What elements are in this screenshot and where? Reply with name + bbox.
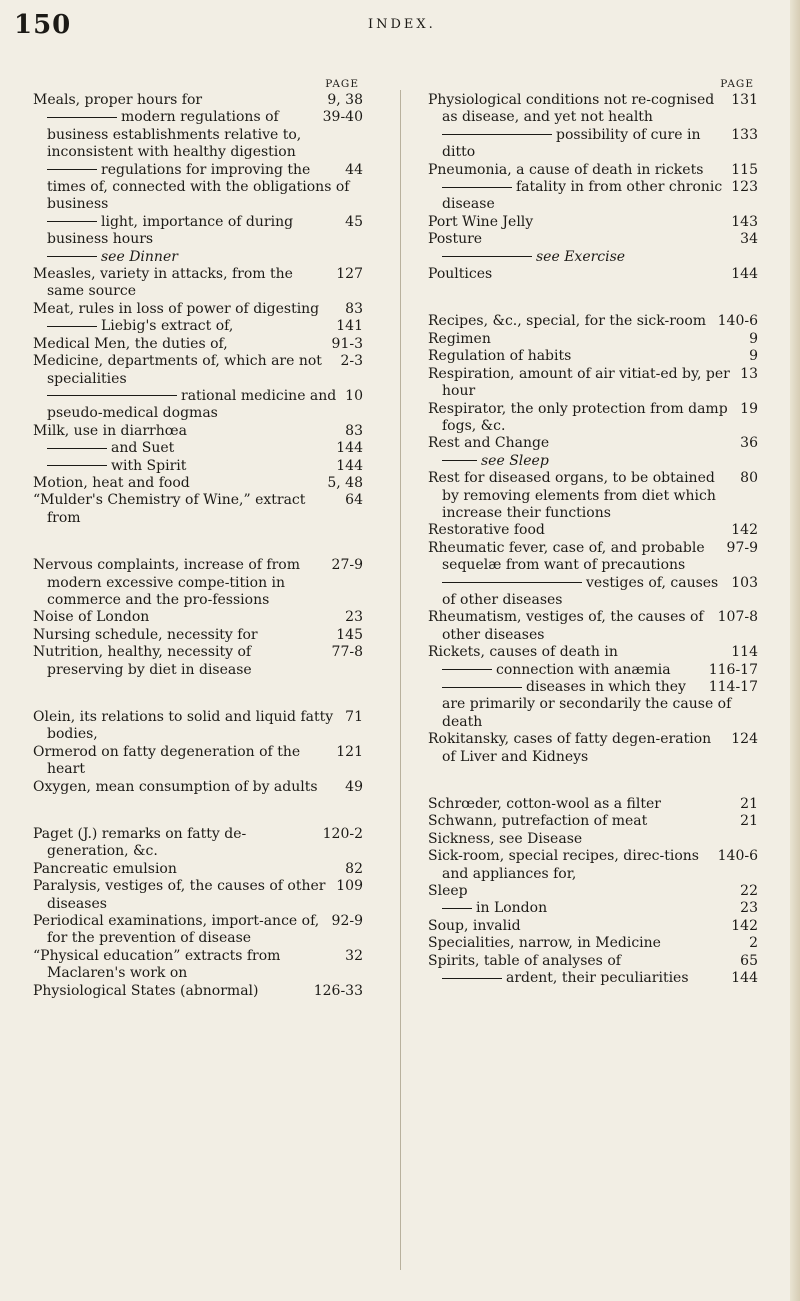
index-entry	[33, 913, 363, 948]
ditto-dash	[47, 256, 97, 257]
entry-text: Regimen	[428, 330, 491, 347]
entry-text: Rheumatism, vestiges of, the causes of other diseases	[428, 609, 704, 643]
entry-text: Specialities, narrow, in Medicine	[428, 935, 661, 952]
ditto-dash	[442, 134, 552, 135]
entry-text: Schrœder, cotton-wool as a filter	[428, 796, 661, 813]
index-entry	[33, 353, 363, 388]
ditto-dash	[442, 187, 512, 188]
index-entry	[33, 826, 363, 861]
entry-page-ref: 103	[731, 574, 758, 591]
entry-text: Poultices	[428, 266, 493, 283]
entry-text: Sleep	[428, 883, 468, 900]
index-entry	[33, 948, 363, 983]
left-entries	[33, 92, 363, 1000]
entry-page-ref: 145	[336, 626, 363, 643]
page-number: 150	[14, 10, 72, 40]
index-entry	[33, 492, 363, 527]
index-entry	[428, 401, 758, 436]
entry-text: Motion, heat and food	[33, 474, 190, 491]
index-entry	[33, 744, 363, 779]
entry-page-ref: 9, 38	[327, 92, 363, 108]
entry-text: Schwann, putrefaction of meat	[428, 813, 648, 830]
entry-page-ref: 39-40	[322, 109, 363, 126]
index-entry	[33, 423, 363, 440]
entry-text: Milk, use in diarrhœa	[33, 422, 187, 439]
index-entry	[428, 970, 758, 987]
entry-text: Medical Men, the duties of,	[33, 335, 228, 352]
entry-text: regulations for improving the times of, connected with the obligations of business	[47, 161, 350, 213]
entry-text: Meat, rules in loss of power of digesting	[33, 300, 320, 317]
entry-text: Rest for diseased organs, to be obtained by removing elements from diet which increase their functions	[428, 470, 716, 521]
index-entry	[33, 475, 363, 492]
entry-page-ref: 82	[345, 860, 363, 877]
section-gap	[33, 796, 363, 826]
section-gap	[33, 679, 363, 709]
index-entry	[428, 731, 758, 766]
entry-text: Nutrition, healthy, necessity of preserving by diet in disease	[33, 644, 252, 678]
entry-text: Pneumonia, a cause of death in rickets	[428, 161, 704, 178]
entry-page-ref: 49	[345, 778, 363, 795]
entry-text: Physiological States (abnormal)	[33, 982, 259, 999]
entry-text: rational medicine and pseudo-medical dogmas	[47, 387, 337, 422]
index-entry	[33, 709, 363, 744]
ditto-dash	[442, 978, 502, 979]
entry-page-ref: 80	[740, 470, 758, 487]
entry-page-ref: 144	[731, 970, 758, 987]
index-entry	[33, 266, 363, 301]
entry-page-ref: 77-8	[331, 644, 363, 661]
index-entry	[428, 348, 758, 365]
entry-page-ref: 91-3	[331, 335, 363, 352]
index-entry	[428, 831, 758, 848]
index-entry	[33, 609, 363, 626]
entry-page-ref: 83	[345, 300, 363, 317]
right-column	[428, 78, 758, 988]
page-label: PAGE	[325, 78, 359, 90]
index-entry	[428, 935, 758, 952]
entry-page-ref: 121	[336, 743, 363, 760]
entry-page-ref: 13	[740, 365, 758, 382]
index-entry	[33, 644, 363, 679]
entry-text: in London	[476, 900, 548, 917]
index-entry	[428, 900, 758, 917]
entry-page-ref: 44	[345, 161, 363, 178]
entry-page-ref: 19	[740, 400, 758, 417]
entry-page-ref: 127	[336, 266, 363, 283]
entry-text: Noise of London	[33, 609, 150, 626]
entry-text: Respiration, amount of air vitiat-ed by, per hour	[428, 365, 730, 400]
entry-page-ref: 143	[731, 213, 758, 230]
entry-text: ardent, their peculiarities	[506, 970, 689, 987]
index-entry	[33, 249, 363, 266]
ditto-dash	[47, 448, 107, 449]
entry-text: fatality in from other chronic disease	[442, 179, 723, 213]
index-entry	[428, 162, 758, 179]
index-entry	[33, 336, 363, 353]
entry-page-ref: 109	[336, 878, 363, 895]
entry-text: Pancreatic emulsion	[33, 860, 177, 877]
index-entry	[33, 109, 363, 161]
entry-page-ref: 34	[740, 231, 758, 248]
index-entry	[33, 388, 363, 423]
index-entry	[428, 453, 758, 470]
page-edge	[790, 0, 800, 1301]
entry-page-ref: 32	[345, 947, 363, 964]
entry-page-ref: 21	[740, 796, 758, 813]
index-entry	[428, 313, 758, 330]
entry-text: Physiological conditions not re-cognised as disease, and yet not health	[428, 92, 715, 126]
entry-page-ref: 5, 48	[327, 474, 363, 491]
entry-page-ref: 114	[731, 644, 758, 661]
entry-page-ref: 71	[345, 709, 363, 725]
ditto-dash	[47, 465, 107, 466]
entry-text: Rheumatic fever, case of, and probable sequelæ from want of precautions	[428, 539, 705, 574]
index-entry	[428, 813, 758, 830]
index-entry	[428, 540, 758, 575]
entry-page-ref: 115	[731, 161, 758, 178]
ditto-dash	[47, 169, 97, 170]
entry-page-ref: 97-9	[726, 539, 758, 556]
index-entry	[33, 878, 363, 913]
index-entry	[428, 435, 758, 452]
index-entry	[33, 627, 363, 644]
section-gap	[33, 527, 363, 557]
entry-text: Meals, proper hours for	[33, 92, 203, 108]
ditto-dash	[442, 687, 522, 688]
entry-text: see Dinner	[101, 248, 178, 265]
entry-text: vestiges of, causes of other diseases	[442, 574, 719, 608]
index-entry	[428, 918, 758, 935]
index-entry	[33, 983, 363, 1000]
index-entry	[33, 458, 363, 475]
index-entry	[428, 679, 758, 731]
entry-page-ref: 23	[740, 900, 758, 917]
entry-text: Recipes, &c., special, for the sick-room	[428, 313, 707, 330]
entry-page-ref: 22	[740, 883, 758, 900]
index-entry	[428, 214, 758, 231]
entry-page-ref: 123	[731, 179, 758, 196]
entry-page-ref: 9	[749, 348, 758, 365]
entry-text: modern regulations of business establishments relative to, inconsistent with healthy digestion	[47, 109, 302, 161]
entry-page-ref: 2	[749, 935, 758, 952]
entry-page-ref: 116-17	[708, 661, 758, 678]
index-entry	[428, 848, 758, 883]
running-head: INDEX.	[368, 17, 436, 32]
entry-text: see Exercise	[536, 248, 626, 265]
index-entry	[428, 331, 758, 348]
section-gap	[428, 766, 758, 796]
index-entry	[33, 214, 363, 249]
index-entry	[33, 318, 363, 335]
ditto-dash	[47, 117, 117, 118]
entry-page-ref: 92-9	[331, 913, 363, 930]
index-entry	[428, 575, 758, 610]
index-entry	[428, 249, 758, 266]
index-entry	[428, 644, 758, 661]
entry-text: connection with anæmia	[496, 661, 671, 678]
left-column	[33, 78, 363, 1000]
entry-text: Nursing schedule, necessity for	[33, 626, 258, 643]
entry-text: Rickets, causes of death in	[428, 644, 618, 661]
index-entry	[428, 470, 758, 522]
entry-text: Sickness, see Disease	[428, 830, 583, 847]
entry-page-ref: 9	[749, 330, 758, 347]
entry-page-ref: 10	[345, 387, 363, 404]
entry-page-ref: 144	[336, 457, 363, 474]
index-entry	[428, 662, 758, 679]
entry-text: Rokitansky, cases of fatty degen-eration of Liver and Kidneys	[428, 731, 712, 765]
entry-page-ref: 140-6	[717, 313, 758, 330]
index-entry	[428, 92, 758, 127]
entry-page-ref: 131	[731, 92, 758, 108]
entry-page-ref: 64	[345, 492, 363, 509]
index-entry	[428, 179, 758, 214]
right-entries	[428, 92, 758, 988]
index-entry	[33, 779, 363, 796]
entry-page-ref: 144	[336, 440, 363, 457]
entry-page-ref: 141	[336, 318, 363, 335]
entry-page-ref: 27-9	[331, 557, 363, 574]
entry-text: Restorative food	[428, 522, 545, 539]
ditto-dash	[442, 256, 532, 257]
entry-text: see Sleep	[481, 452, 549, 469]
entry-text: light, importance of during business hours	[47, 213, 294, 248]
index-entry	[428, 366, 758, 401]
entry-text: “Mulder's Chemistry of Wine,” extract from	[33, 492, 306, 526]
index-entry	[428, 266, 758, 283]
entry-text: Soup, invalid	[428, 917, 521, 934]
index-entry	[33, 301, 363, 318]
entry-page-ref: 133	[731, 126, 758, 143]
entry-page-ref: 45	[345, 213, 363, 230]
entry-page-ref: 140-6	[717, 848, 758, 865]
page-label-right: PAGE	[720, 78, 754, 90]
ditto-dash	[442, 669, 492, 670]
index-entry	[428, 127, 758, 162]
entry-text: Nervous complaints, increase of from modern excessive compe-tition in commerce and the pro-fessions	[33, 557, 300, 608]
entry-page-ref: 65	[740, 952, 758, 969]
index-entry	[33, 92, 363, 109]
index-entry	[428, 796, 758, 813]
entry-text: Olein, its relations to solid and liquid fatty bodies,	[33, 709, 334, 743]
entry-text: Posture	[428, 231, 483, 248]
entry-text: Ormerod on fatty degeneration of the heart	[33, 743, 301, 778]
index-entry	[33, 162, 363, 214]
index-entry	[428, 231, 758, 248]
ditto-dash	[442, 460, 477, 461]
section-gap	[428, 283, 758, 313]
entry-text: possibility of cure in ditto	[442, 126, 701, 161]
index-entry	[428, 609, 758, 644]
entry-page-ref: 120-2	[322, 826, 363, 843]
index-entry	[428, 883, 758, 900]
entry-page-ref: 21	[740, 813, 758, 830]
ditto-dash	[47, 395, 177, 396]
index-entry	[428, 522, 758, 539]
entry-page-ref: 83	[345, 422, 363, 439]
index-entry	[428, 953, 758, 970]
index-entry	[33, 440, 363, 457]
entry-text: with Spirit	[111, 457, 187, 474]
entry-text: Medicine, departments of, which are not specialities	[33, 353, 322, 387]
index-entry	[33, 861, 363, 878]
entry-text: Oxygen, mean consumption of by adults	[33, 778, 318, 795]
entry-page-ref: 36	[740, 435, 758, 452]
entry-text: Port Wine Jelly	[428, 213, 534, 230]
column-divider	[400, 90, 401, 1270]
entry-text: Spirits, table of analyses of	[428, 952, 621, 969]
entry-page-ref: 107-8	[717, 609, 758, 626]
entry-text: Paget (J.) remarks on fatty de-generation, &c.	[33, 826, 247, 860]
entry-text: Periodical examinations, import-ance of, for the prevention of disease	[33, 913, 320, 947]
entry-text: Liebig's extract of,	[101, 318, 234, 335]
entry-page-ref: 124	[731, 731, 758, 748]
entry-page-ref: 142	[731, 522, 758, 539]
entry-page-ref: 142	[731, 917, 758, 934]
entry-text: and Suet	[111, 440, 175, 457]
entry-page-ref: 2-3	[340, 353, 363, 370]
entry-page-ref: 23	[345, 609, 363, 626]
entry-text: Paralysis, vestiges of, the causes of other diseases	[33, 878, 326, 912]
entry-page-ref: 114-17	[708, 679, 758, 695]
entry-text: Regulation of habits	[428, 348, 572, 365]
entry-text: Measles, variety in attacks, from the same source	[33, 266, 293, 300]
ditto-dash	[442, 908, 472, 909]
ditto-dash	[442, 582, 582, 583]
entry-page-ref: 144	[731, 266, 758, 283]
entry-text: Respirator, the only protection from damp fogs, &c.	[428, 400, 728, 434]
entry-text: “Physical education” extracts from Maclaren's work on	[33, 947, 281, 982]
index-entry	[33, 557, 363, 609]
entry-text: Rest and Change	[428, 435, 550, 452]
entry-text: diseases in which they are primarily or secondarily the cause of death	[442, 679, 732, 730]
ditto-dash	[47, 326, 97, 327]
ditto-dash	[47, 221, 97, 222]
entry-text: Sick-room, special recipes, direc-tions and appliances for,	[428, 848, 699, 882]
entry-page-ref: 126-33	[313, 982, 363, 999]
